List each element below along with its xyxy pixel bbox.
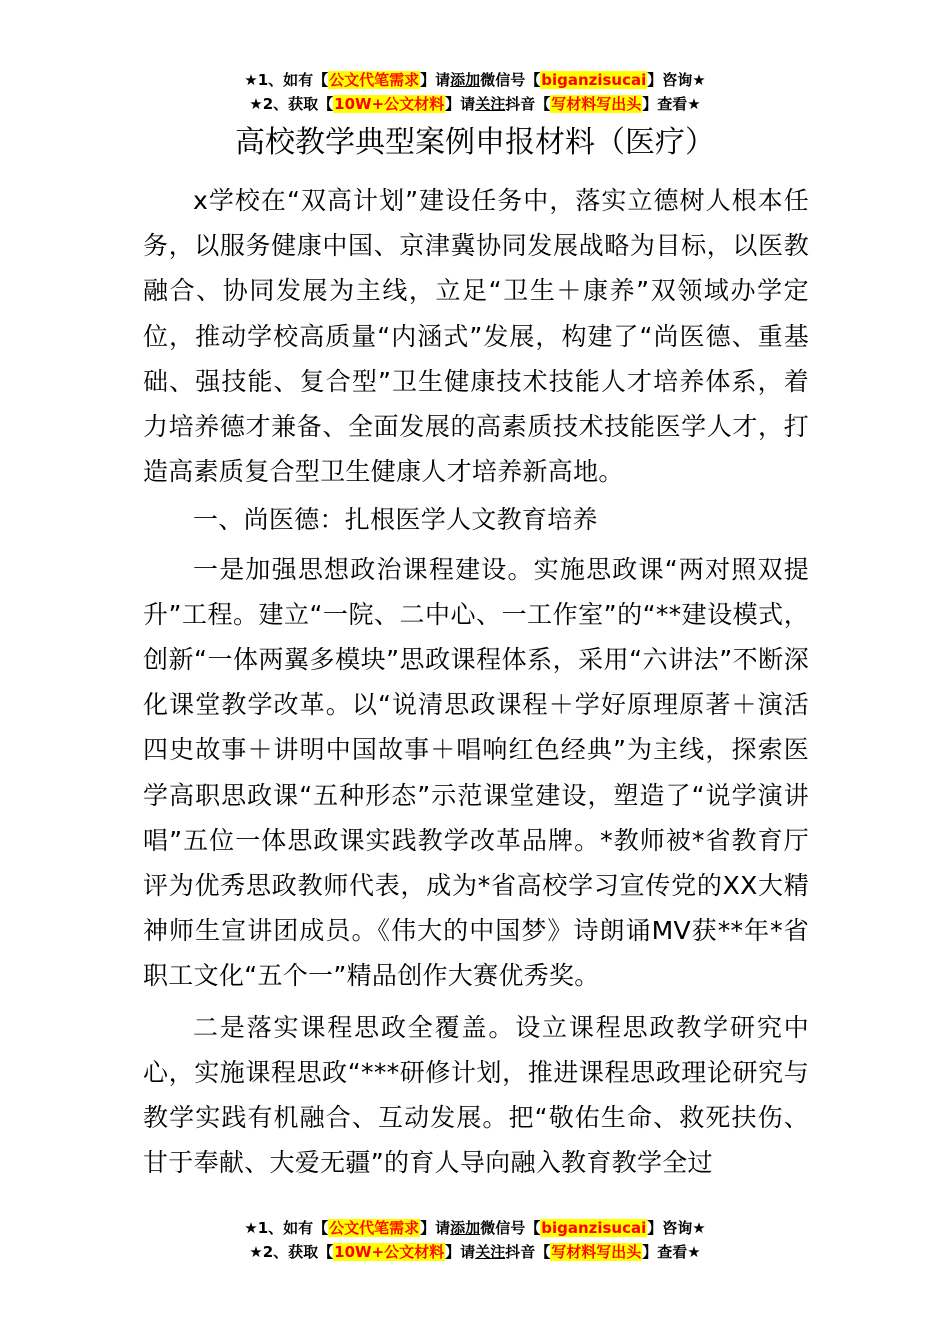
star-icon: ★ xyxy=(692,1219,706,1237)
intro-paragraph: x学校在“双高计划”建设任务中，落实立德树人根本任务，以服务健康中国、京津冀协同发展战略为目标，以医教融合、协同发展为主线，立足“卫生＋康养”双领域办学定位，推动学校高质量“内涵式”发展，构建了“尚医德、重基础、强技能、复合型”卫生健康技术技能人才培养体系，着力培养德才兼备、全面发展的高素质技术技能医学人才，打造高素质复合型卫生健康人才培养新高地。 xyxy=(143,186,809,487)
document-body xyxy=(143,178,809,1185)
banner-text: 】咨询 xyxy=(647,71,693,89)
banner-text: 】查看 xyxy=(642,95,688,113)
banner-line-1 xyxy=(0,1216,950,1240)
star-icon: ★ xyxy=(687,1243,701,1261)
douyin-account: 写材料写出头 xyxy=(551,95,642,113)
emphasis-text: 添加 xyxy=(450,1219,481,1237)
banner-text: 抖音【 xyxy=(505,1243,551,1261)
banner-text: 2、获取【 xyxy=(262,95,334,113)
footer-banner xyxy=(0,1216,950,1264)
emphasis-text: 关注 xyxy=(475,1243,506,1261)
banner-text: 】请 xyxy=(420,1219,451,1237)
star-icon: ★ xyxy=(692,71,706,89)
highlight-materials: 10W+公文材料 xyxy=(334,95,445,113)
star-icon: ★ xyxy=(244,1219,258,1237)
banner-line-2 xyxy=(0,1240,950,1264)
banner-text: 2、获取【 xyxy=(262,1243,334,1261)
header-banner xyxy=(0,68,950,116)
banner-text: 】请 xyxy=(445,1243,476,1261)
star-icon: ★ xyxy=(249,1243,263,1261)
banner-text: 抖音【 xyxy=(505,95,551,113)
banner-text: 】查看 xyxy=(642,1243,688,1261)
banner-text: 】请 xyxy=(420,71,451,89)
document-title: 高校教学典型案例申报材料（医疗） xyxy=(235,125,715,160)
star-icon: ★ xyxy=(687,95,701,113)
section-heading: 一、尚医德：扎根医学人文教育培养 xyxy=(193,505,598,535)
emphasis-text: 添加 xyxy=(450,71,481,89)
douyin-account: 写材料写出头 xyxy=(551,1243,642,1261)
banner-line-1 xyxy=(0,68,950,92)
highlight-materials: 10W+公文材料 xyxy=(334,1243,445,1261)
banner-line-2 xyxy=(0,92,950,116)
star-icon: ★ xyxy=(249,95,263,113)
banner-text: 微信号【 xyxy=(480,71,541,89)
wechat-id: biganzisucai xyxy=(541,1219,647,1237)
banner-text: 】咨询 xyxy=(647,1219,693,1237)
wechat-id: biganzisucai xyxy=(541,71,647,89)
banner-text: 1、如有【 xyxy=(257,71,329,89)
banner-text: 】请 xyxy=(445,95,476,113)
highlight-service: 公文代笔需求 xyxy=(329,71,420,89)
banner-text: 微信号【 xyxy=(480,1219,541,1237)
emphasis-text: 关注 xyxy=(475,95,506,113)
body-paragraph: 二是落实课程思政全覆盖。设立课程思政教学研究中心，实施课程思政“***研修计划，推进课程思政理论研究与教学实践有机融合、互动发展。把“敬佑生命、救死扶伤、甘于奉献、大爱无疆”的育人导向融入教育教学全过 xyxy=(143,1012,809,1178)
highlight-service: 公文代笔需求 xyxy=(329,1219,420,1237)
star-icon: ★ xyxy=(244,71,258,89)
body-paragraph: 一是加强思想政治课程建设。实施思政课“两对照双提升”工程。建立“一院、二中心、一工作室”的“**建设模式，创新“一体两翼多模块”思政课程体系，采用“六讲法”不断深化课堂教学改革。以“说清思政课程＋学好原理原著＋演活四史故事＋讲明中国故事＋唱响红色经典”为主线，探索医学高职思政课“五种形态”示范课堂建设，塑造了“说学演讲唱”五位一体思政课实践教学改革品牌。*教师被*省教育厅评为优秀思政教师代表，成为*省高校学习宣传党的XX大精神师生宣讲团成员。《伟大的中国梦》诗朗诵MV获**年*省职工文化“五个一”精品创作大赛优秀奖。 xyxy=(143,554,809,991)
banner-text: 1、如有【 xyxy=(257,1219,329,1237)
